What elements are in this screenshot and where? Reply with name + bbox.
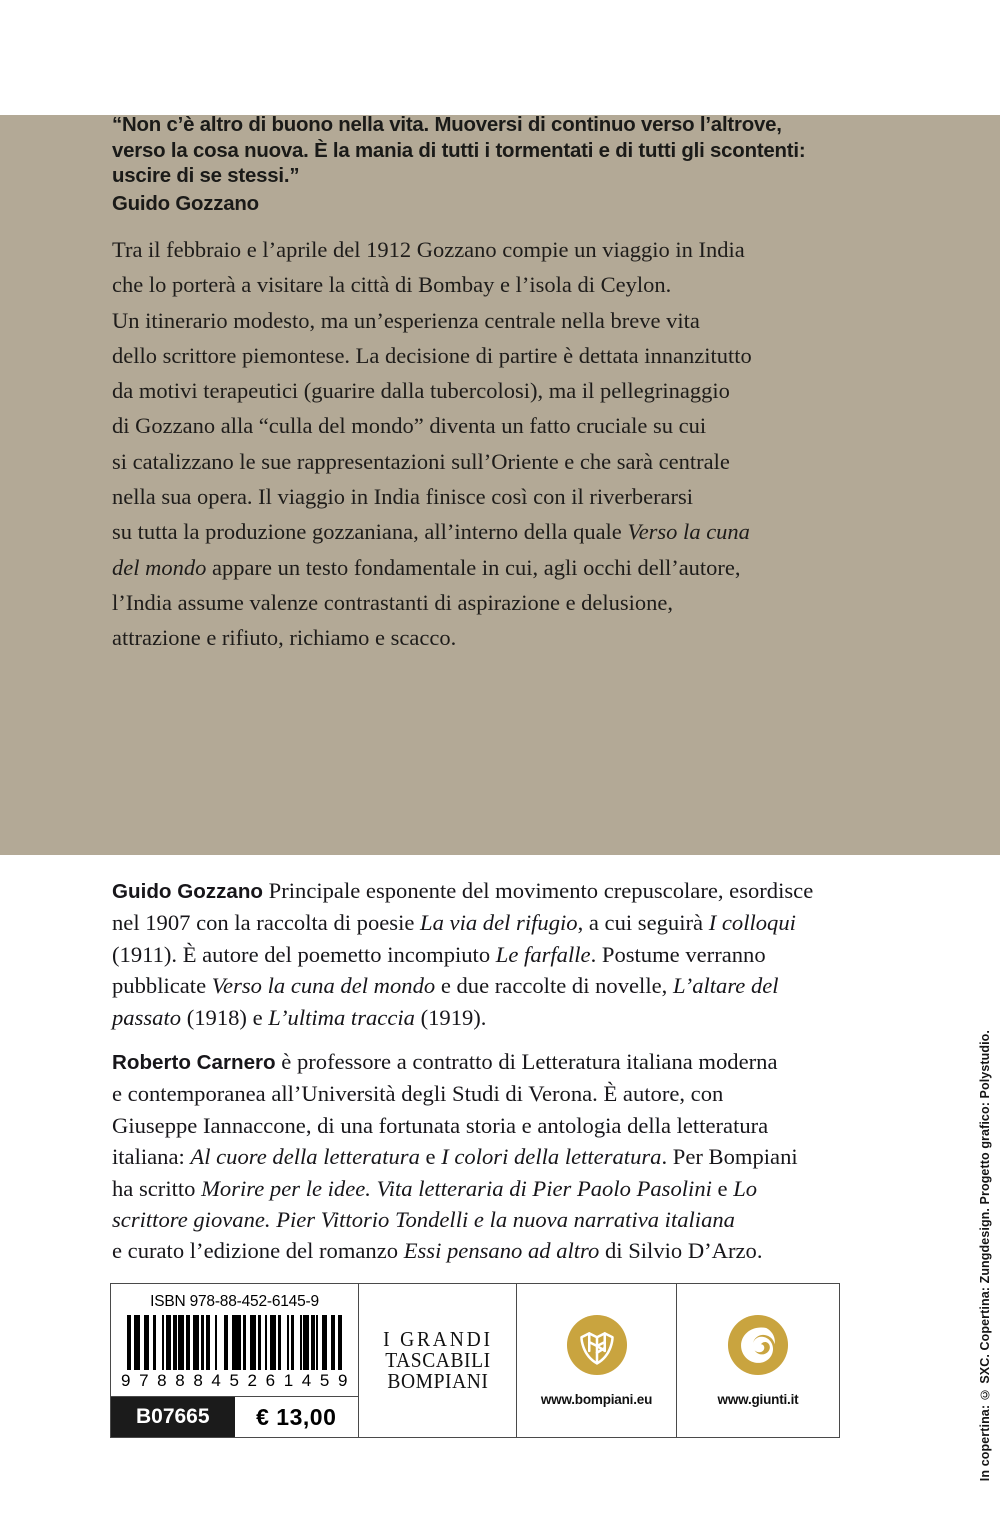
- collection-logo-line-3: BOMPIANI: [386, 1369, 489, 1393]
- bio-carnero-line-4: [112, 1141, 912, 1172]
- barcode-digits: [121, 1371, 348, 1391]
- bio-gozzano-l1-rest: Principale esponente del movimento crepuscolare, esordisce: [263, 878, 814, 903]
- collection-logo-cell: [359, 1284, 517, 1437]
- cover-quote-block: [112, 113, 872, 217]
- giunti-cell[interactable]: [677, 1284, 839, 1437]
- blurb-line-8: nella sua opera. Il viaggio in India finisce così con il riverberarsi: [112, 484, 694, 510]
- bio-carnero-l4a: italiana:: [112, 1144, 191, 1170]
- barcode-digit-11: 5: [319, 1371, 330, 1390]
- bio-gozzano-line-2: [112, 907, 912, 938]
- blurb-line-3: Un itinerario modesto, ma un’esperienza centrale nella breve vita: [112, 307, 700, 333]
- collection-logo: [383, 1329, 493, 1392]
- author-bio-gozzano: [112, 875, 912, 1033]
- bio-carnero-name: Roberto Carnero: [112, 1051, 276, 1074]
- blurb-line-11: l’India assume valenze contrastanti di aspirazione e delusione,: [112, 589, 674, 615]
- bio-gozzano-name: Guido Gozzano: [112, 880, 264, 903]
- blurb-line-2: che lo porterà a visitare la città di Bombay e l’isola di Ceylon.: [112, 272, 672, 298]
- blurb-line-9-text: su tutta la produzione gozzaniana, all’interno della quale: [112, 519, 628, 545]
- bio-carnero-line-3: Giuseppe Iannaccone, di una fortunata storia e antologia della letteratura: [112, 1112, 769, 1138]
- bio-gozzano-line-3: [112, 939, 912, 970]
- bio-carnero-title-2: I colori della letteratura: [441, 1144, 662, 1170]
- bompiani-cell[interactable]: [517, 1284, 677, 1437]
- author-bio-carnero: [112, 1046, 912, 1267]
- bio-carnero-l1-rest: è professore a contratto di Letteratura italiana moderna: [275, 1049, 778, 1074]
- blurb-line-4: dello scrittore piemontese. La decisione di partire è dettata innanzitutto: [112, 342, 752, 368]
- bio-carnero-title-1: Al cuore della letteratura: [190, 1144, 420, 1170]
- isbn-label: ISBN 978-88-452-6145-9: [150, 1293, 319, 1310]
- bio-carnero-line-5: [112, 1173, 912, 1204]
- barcode-digit-3: 8: [175, 1371, 186, 1390]
- bio-gozzano-line-4: [112, 970, 912, 1001]
- giunti-spiral-icon: [727, 1314, 789, 1376]
- bio-gozzano-l5a: (1918) e: [181, 1004, 269, 1030]
- cover-credits-vertical: In copertina: © SXC. Copertina: Zungdesign. Progetto grafico: Polystudio.: [978, 1030, 992, 1482]
- bio-gozzano-l2a: nel 1907 con la raccolta di poesie: [112, 910, 421, 936]
- blurb-line-9: [112, 514, 902, 549]
- internal-code-box: B07665: [111, 1397, 235, 1437]
- collection-logo-line-2: TASCABILI: [384, 1348, 491, 1372]
- barcode-digit-8: 6: [265, 1371, 276, 1390]
- bio-gozzano-title-3: Le farfalle: [495, 941, 591, 967]
- bio-gozzano-l3a: (1911). È autore del poemetto incompiuto: [112, 941, 496, 967]
- bio-carnero-title-4: Lo: [733, 1175, 758, 1201]
- bio-carnero-l7a: e curato l’edizione del romanzo: [112, 1238, 404, 1264]
- bio-gozzano-title-1: La via del rifugio: [420, 910, 578, 936]
- bio-gozzano-l2b: , a cui seguirà: [577, 910, 709, 936]
- bio-carnero-line-2: e contemporanea all’Università degli Studi di Verona. È autore, con: [112, 1081, 724, 1107]
- blurb-line-6: di Gozzano alla “culla del mondo” diventa un fatto cruciale su cui: [112, 413, 707, 439]
- bio-gozzano-title-6: passato: [112, 1004, 182, 1030]
- blurb-line-7: si catalizzano le sue rappresentazioni sull’Oriente e che sarà centrale: [112, 448, 730, 474]
- bio-carnero-l4b: e: [419, 1144, 442, 1170]
- barcode-digit-4: 8: [193, 1371, 204, 1390]
- bio-carnero-l4c: . Per Bompiani: [661, 1144, 798, 1170]
- bio-gozzano-title-4: Verso la cuna del mondo: [211, 973, 436, 999]
- bio-gozzano-l3b: . Postume verranno: [590, 941, 766, 967]
- quote-line-2: verso la cosa nuova. È la mania di tutti i tormentati e di tutti gli scontenti:: [112, 139, 806, 162]
- barcode-cell: [111, 1284, 359, 1437]
- barcode-digit-6: 5: [229, 1371, 240, 1390]
- bompiani-shield-icon: [566, 1314, 628, 1376]
- bio-carnero-title-6: Essi pensano ad altro: [403, 1238, 600, 1264]
- bio-carnero-l5b: e: [711, 1175, 734, 1201]
- bio-gozzano-l5b: (1919).: [414, 1004, 487, 1030]
- publisher-info-bar: [110, 1283, 840, 1438]
- giunti-url[interactable]: www.giunti.it: [717, 1392, 799, 1407]
- barcode-digit-1: 7: [139, 1371, 150, 1390]
- bio-gozzano-title-2: I colloqui: [708, 910, 796, 936]
- quote-line-3: uscire di se stessi.”: [112, 165, 300, 187]
- blurb-title-italic-2: del mondo: [112, 554, 207, 580]
- book-blurb: [112, 232, 902, 656]
- barcode-digit-7: 2: [247, 1371, 258, 1390]
- blurb-line-1: Tra il febbraio e l’aprile del 1912 Gozzano compie un viaggio in India: [112, 237, 745, 262]
- barcode-digit-5: 4: [211, 1371, 222, 1390]
- quote-line-1: “Non c’è altro di buono nella vita. Muoversi di continuo verso l’altrove,: [112, 114, 782, 136]
- barcode-graphic: [127, 1315, 342, 1370]
- price-row: [111, 1396, 358, 1437]
- blurb-line-10: [112, 550, 902, 585]
- barcode-digit-10: 4: [301, 1371, 312, 1390]
- blurb-line-5: da motivi terapeutici (guarire dalla tubercolosi), ma il pellegrinaggio: [112, 378, 730, 404]
- bio-gozzano-l4a: pubblicate: [112, 973, 212, 999]
- blurb-title-italic-1: Verso la cuna: [627, 519, 750, 545]
- blurb-line-10-text: appare un testo fondamentale in cui, agli occhi dell’autore,: [206, 554, 741, 580]
- blurb-line-12: attrazione e rifiuto, richiamo e scacco.: [112, 625, 457, 651]
- bio-gozzano-title-5: L’altare del: [672, 973, 779, 999]
- collection-logo-line-1: I GRANDI: [382, 1327, 493, 1351]
- bio-carnero-l7b: di Silvio D’Arzo.: [599, 1238, 763, 1264]
- bio-carnero-line-6: [112, 1204, 912, 1235]
- bio-carnero-line-7: [112, 1235, 912, 1266]
- bio-gozzano-l4b: e due raccolte di novelle,: [435, 973, 673, 999]
- price-box: € 13,00: [235, 1397, 359, 1437]
- bio-gozzano-title-7: L’ultima traccia: [268, 1004, 415, 1030]
- bio-gozzano-line-5: [112, 1002, 912, 1033]
- barcode-digit-9: 1: [283, 1371, 294, 1390]
- bio-carnero-title-5: scrittore giovane. Pier Vittorio Tondelli e la nuova narrativa italiana: [112, 1207, 735, 1233]
- bio-gozzano-line-1: [112, 875, 912, 907]
- bio-carnero-title-3: Morire per le idee. Vita letteraria di Pier Paolo Pasolini: [201, 1175, 712, 1201]
- bio-carnero-l5a: ha scritto: [112, 1175, 202, 1201]
- quote-attribution: Guido Gozzano: [112, 192, 259, 215]
- barcode-digit-12: 9: [337, 1371, 348, 1390]
- bompiani-url[interactable]: www.bompiani.eu: [540, 1392, 653, 1407]
- barcode-digit-0: 9: [121, 1371, 131, 1390]
- bio-carnero-line-1: [112, 1046, 912, 1078]
- barcode-digit-2: 8: [157, 1371, 168, 1390]
